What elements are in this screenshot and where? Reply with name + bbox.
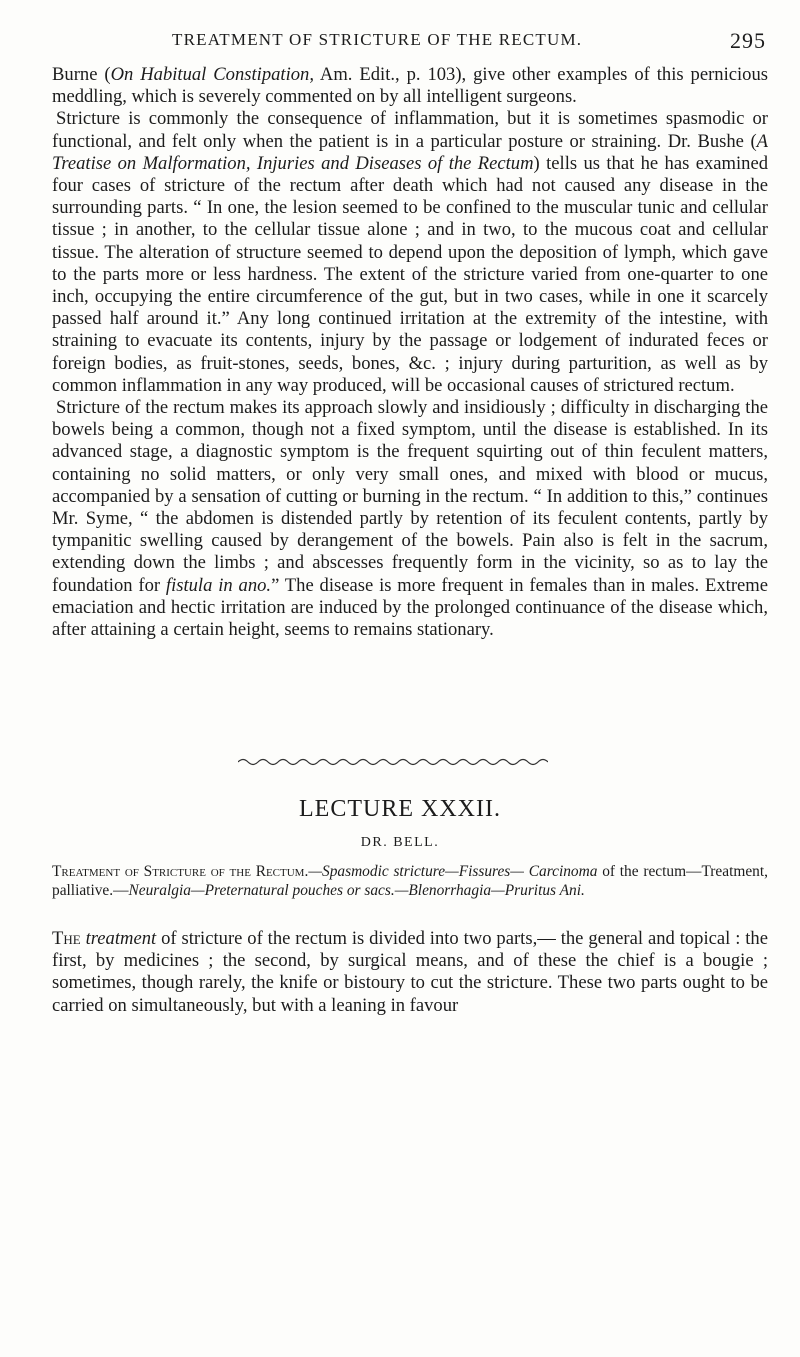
wavy-divider	[238, 756, 548, 768]
lecturer-name: DR. BELL.	[360, 835, 440, 850]
paragraph-1-cited-title: On Habitual Constipation,	[110, 64, 314, 85]
synopsis-topics: —Spasmodic stricture—Fissures— Carcinoma	[308, 863, 598, 880]
paragraph-3-text: ” The disease is more frequent in females than in males. Extreme emaciation and hectic irritation are induced by the prolonged continuance of the disease which, after attaining a certain height, seems to remains stationary.	[52, 574, 768, 641]
lecture-paragraph-text: of stricture of the rectum is divided into two parts,— the general and topical : the first, by medicines ; the second, by surgical means, and of these the chief is a bougie ; sometimes, though rarely, the knife or bistoury to cut the stricture. These two parts ought to be carried on simultaneously, but with a leaning in favour	[52, 928, 768, 1016]
paragraph-1-lead: Burne (	[52, 64, 111, 85]
paragraph-1-text: Am. Edit., p. 103), give other examples of this pernicious meddling, which is severely commented on by all intelligent surgeons.	[52, 64, 768, 108]
paragraph-2-lead: Stricture is commonly the consequence of inflammation, but it is sometimes spasmodic or functional, and felt only when the patient is in a particular posture or straining. Dr. Bushe (	[52, 108, 768, 152]
synopsis-treatment: of the rectum—Treatment, palliative.—	[52, 863, 768, 899]
paragraph-1	[52, 64, 768, 108]
running-head	[52, 24, 772, 54]
paragraph-2-text: ) tells us that he has examined four cases of stricture of the rectum after death which had not caused any disease in the surrounding parts. “ In one, the lesion seemed to be confined to the muscular tunic and cellular tissue ; in another, to the cellular tissue alone ; and in two, to the mucous coat and cellular tissue. The alteration of structure seemed to depend upon the deposition of lymph, which gave to the parts more or less hardness. The extent of the stricture varied from one-quarter to one inch, occupying the entire circumference of the gut, but in two cases, while in one it scarcely passed half around it.” Any long continued irritation at the extremity of the intestine, with straining to evacuate its contents, injury by the passage or lodgement of indurated feces or foreign bodies, as fruit-stones, seeds, bones, &c. ; injury during parturition, as well as by common inflammation in any way produced, will be occasional causes of strictured rectum.	[52, 152, 768, 396]
lecture-title: LECTURE XXXII.	[299, 796, 501, 822]
lecture-body	[52, 928, 768, 1017]
page-number: 295	[730, 28, 766, 53]
body-text	[52, 64, 768, 641]
paragraph-2	[52, 108, 768, 397]
synopsis-topics-more: Neuralgia—Preternatural pouches or sacs.—Blenorrhagia—Pruritus Ani.	[128, 882, 585, 899]
paragraph-2-cited-title: A Treatise on Malformation, Injuries and Diseases of the Rectum	[52, 130, 768, 174]
synopsis-lead: Treatment of Stricture of the Rectum.	[52, 863, 309, 880]
paragraph-3-lead: Stricture of the rectum makes its approach slowly and insidiously ; difficulty in discharging the bowels being a common, though not a fixed symptom, until the disease is established. In its advanced stage, a diagnostic symptom is the frequent squirting out of thin feculent matters, containing no solid matters, or only very small ones, and mixed with blood or mucus, accompanied by a sensation of cutting or burning in the rectum. “ In addition to this,” continues Mr. Syme, “ the abdomen is distended partly by retention of its feculent contents, partly by tympanitic swelling caused by derangement of the bowels. Pain also is felt in the sacrum, extending down the limbs ; and abscesses frequently form in the vicinity, so as to lay the foundation for	[52, 397, 768, 596]
lecture-paragraph-italic: treatment	[80, 928, 157, 949]
paragraph-3-italic-term: fistula in ano.	[165, 574, 272, 596]
running-title: TREATMENT OF STRICTURE OF THE RECTUM.	[172, 30, 583, 49]
lecture-paragraph-1	[52, 928, 768, 1017]
lecture-paragraph-lead: The	[52, 928, 81, 949]
paragraph-3	[52, 397, 768, 641]
lecture-synopsis	[52, 862, 768, 900]
